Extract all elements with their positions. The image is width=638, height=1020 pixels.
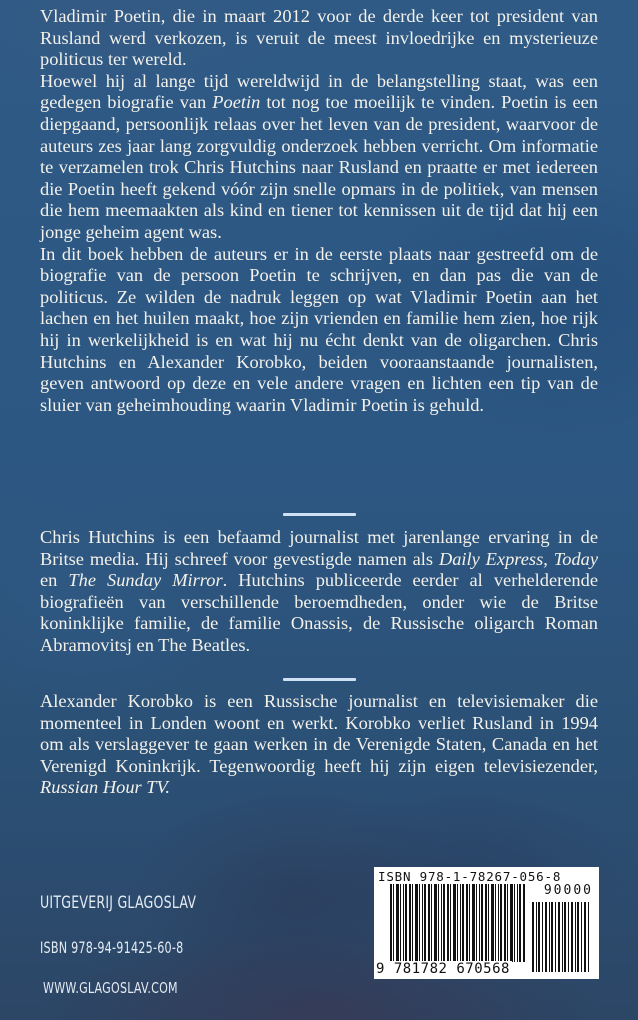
bio-text-segment: Chris Hutchins is een befaamd journalist met jarenlange ervaring in de Britse media. Hij schreef voor gevestigde namen als: [40, 527, 598, 569]
author-bio-hutchins: [40, 527, 598, 657]
isbn-barcode: [374, 867, 599, 979]
barcode-bars-icon: [390, 884, 526, 962]
book-title-italic: Poetin: [212, 92, 261, 113]
publication-italic: Daily Express: [438, 548, 544, 569]
author-bio-korobko: [40, 691, 598, 799]
bio-text-segment: ,: [543, 548, 554, 569]
blurb-paragraph-3: In dit boek hebben de auteurs er in de eerste plaats naar gestreefd om de biografie van de persoon Poetin te schrijven, en dan pas die van de politicus. Ze wilden de nadruk leggen op wat Vladimir Poetin aan het lachen en het huilen maakt, hoe zijn vrienden en familie hem zien, hoe rijk hij in werkelijkheid is en wat hij nu écht denkt van de oligarchen. Chris Hutchins en Alexander Korobko, beiden vooraanstaande journalisten, geven antwoord op deze en vele andere vragen en lichten een tip van de sluier van geheimhouding waarin Vladimir Poetin is gehuld.: [40, 243, 598, 415]
publisher-isbn: ISBN 978-94-91425-60-8: [40, 938, 184, 957]
section-divider: [283, 513, 356, 516]
barcode-price-code: 90000: [543, 883, 593, 898]
blurb-text: [40, 6, 598, 416]
barcode-addon-bars-icon: [532, 902, 590, 972]
publisher-website[interactable]: WWW.GLAGOSLAV.COM: [43, 979, 178, 997]
publication-italic: Today: [553, 548, 599, 569]
tv-channel-italic: Russian Hour TV.: [40, 777, 170, 798]
blurb-text-segment: Hoewel hij al lange tijd wereldwijd in de belangstelling staat, was een gedegen biografie van: [40, 70, 598, 113]
bio-paragraph: [40, 527, 598, 657]
bio-text-segment: . Hutchins publiceerde eerder al verhelderende biografieën van verschillende beroemdheden, onder wie de Britse koninklijke familie, de familie Onassis, de Russische oligarch Roman Abramovitsj en The Beatles.: [40, 570, 598, 655]
bio-text-segment: Alexander Korobko is een Russische journalist en televisiemaker die momenteel in Londen woont en werkt. Korobko verliet Rusland in 1994 om als verslaggever te gaan werken in de Verenigde Staten, Canada en het Verenigd Koninkrijk. Tegenwoordig heeft hij zijn eigen televisiezender,: [40, 691, 598, 776]
bio-paragraph: [40, 691, 598, 799]
section-divider: [283, 678, 356, 681]
barcode-isbn-label: ISBN 978-1-78267-056-8: [378, 869, 562, 884]
blurb-paragraph-1: Vladimir Poetin, die in maart 2012 voor de derde keer tot president van Rusland werd verkozen, is veruit de meest invloedrijke en mysterieuze politicus ter wereld.: [40, 6, 598, 70]
publisher-name: UITGEVERIJ GLAGOSLAV: [40, 893, 197, 913]
publication-italic: The Sunday Mirror: [68, 570, 223, 591]
bio-text-segment: en: [40, 570, 69, 591]
blurb-text-segment: tot nog toe moeilijk te vinden. Poetin is een diepgaand, persoonlijk relaas over het leven van de president, waarvoor de auteurs zes jaar lang zorgvuldig onderzoek hebben verricht. Om informatie te verzamelen trok Chris Hutchins naar Rusland en praatte er met iedereen die Poetin heeft gekend vóór zijn snelle opmars in de politiek, van mensen die hem meemaakten als kind en tiener tot kennissen uit de tijd dat hij een jonge geheim agent was.: [40, 92, 598, 242]
blurb-paragraph-2: [40, 71, 598, 244]
barcode-digits: 9 781782 670568: [376, 961, 510, 977]
